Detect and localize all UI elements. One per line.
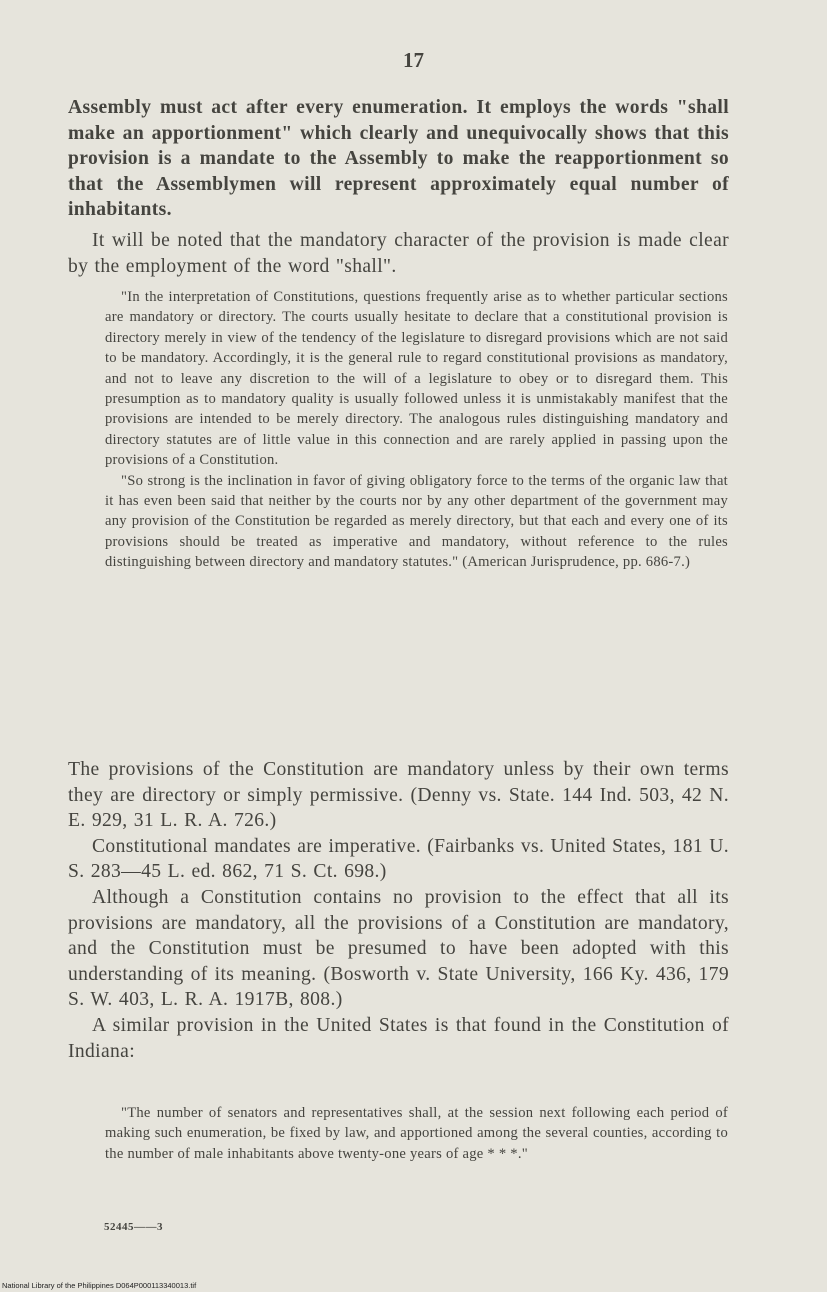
- quote-paragraph-interpretation: "In the interpretation of Constitutions, questions frequently arise as to whether particular sections are mandatory or directory. The courts usually hesitate to declare that a constitutional provision is directory merely in view of the tendency of the legislature to disregard provisions which are not said to be mandatory. Accordingly, it is the general rule to regard constitutional provisions as mandatory, and not to leave any discretion to the will of a legislature to obey or to disregard them. This presumption as to mandatory quality is usually followed unless it is unmistakably manifest that the provisions are intended to be merely directory. The analogous rules distinguishing mandatory and directory statutes are of little value in this connection and are rarely applied in passing upon the provisions of a Constitution.: [105, 289, 728, 469]
- scan-footer: National Library of the Philippines D064P000113340013.tif: [2, 1281, 197, 1290]
- case-citations-block: [68, 757, 729, 1064]
- opening-paragraph-block: [68, 95, 729, 223]
- paragraph-fairbanks-case: Constitutional mandates are imperative. (Fairbanks vs. United States, 181 U. S. 283—45 L. ed. 862, 71 S. Ct. 698.): [68, 835, 729, 883]
- paragraph-denny-case: The provisions of the Constitution are mandatory unless by their own terms they are directory or simply permissive. (Denny vs. State. 144 Ind. 503, 42 N. E. 929, 31 L. R. A. 726.): [68, 759, 729, 832]
- shall-paragraph-block: [68, 228, 729, 279]
- paragraph-assembly-mandate: Assembly must act after every enumeration. It employs the words "shall make an apportionment" which clearly and unequivocally shows that this provision is a mandate to the Assembly to make the reapportionment so that the Assemblymen will represent approximately equal number of inhabitants.: [68, 97, 729, 221]
- american-jurisprudence-quote: [105, 287, 728, 573]
- page-number: 17: [403, 48, 424, 72]
- paragraph-shall-mandatory: It will be noted that the mandatory character of the provision is made clear by the employment of the word "shall".: [68, 230, 729, 277]
- paragraph-bosworth-case: Although a Constitution contains no provision to the effect that all its provisions are mandatory, all the provisions of a Constitution are mandatory, and the Constitution must be presumed to have been adopted with this understanding of its meaning. (Bosworth v. State University, 166 Ky. 436, 179 S. W. 403, L. R. A. 1917B, 808.): [68, 886, 729, 1011]
- quote-paragraph-indiana: "The number of senators and representatives shall, at the session next following each period of making such enumeration, be fixed by law, and apportioned among the several counties, according to the number of male inhabitants above twenty-one years of age * * *.": [105, 1105, 728, 1162]
- quote-paragraph-obligatory-force: "So strong is the inclination in favor of giving obligatory force to the terms of the organic law that it has even been said that neither by the courts nor by any other department of the government may any provision of the Constitution be regarded as merely directory, but that each and every one of its provisions should be treated as imperative and mandatory, without reference to the rules distinguishing between directory and mandatory statutes." (American Jurisprudence, pp. 686-7.): [105, 472, 728, 571]
- indiana-constitution-quote: [105, 1103, 728, 1164]
- printer-signature-mark: 52445——3: [104, 1221, 163, 1233]
- paragraph-indiana-intro: A similar provision in the United States is that found in the Constitution of Indiana:: [68, 1014, 729, 1062]
